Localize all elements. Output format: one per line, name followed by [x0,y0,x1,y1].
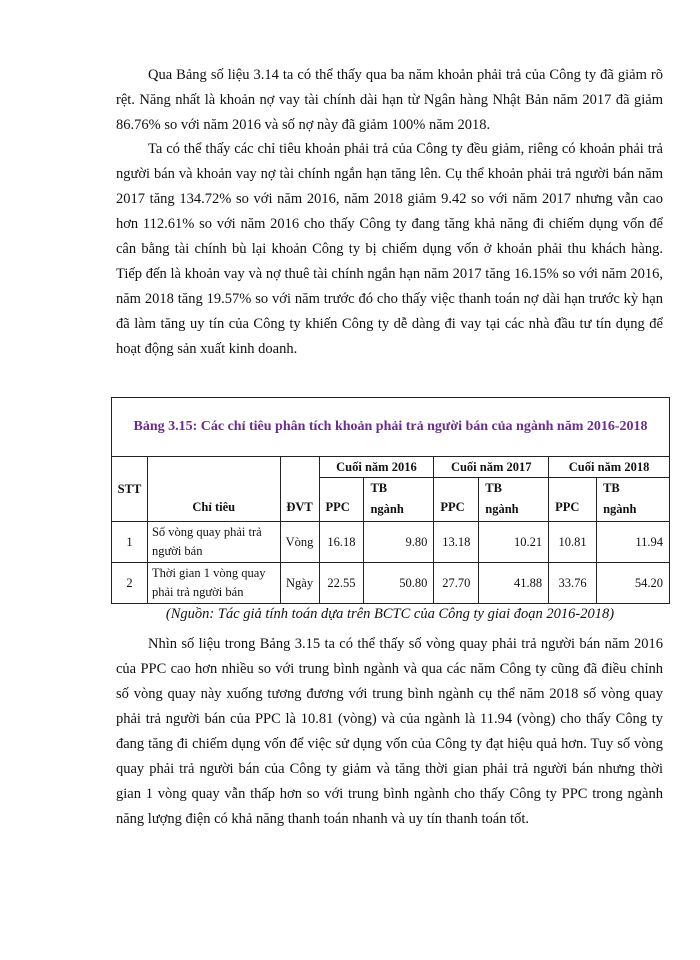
cell-value: 50.80 [364,563,434,604]
cell-dvt: Ngày [280,563,319,604]
header-nganh: ngành [485,502,519,516]
cell-value: 11.94 [597,522,670,563]
header-ppc: PPC [549,478,597,522]
cell-chi-tieu: Số vòng quay phải trả người bán [147,522,280,563]
cell-value: 27.70 [434,563,479,604]
paragraph-3-text: Nhìn số liệu trong Bảng 3.15 ta có thể thấy số vòng quay phải trả người bán năm 2016 của PPC cao hơn nhiều so với trung bình ngành và qua các năm Công ty cũng đã điều chỉnh số vòng quay này xuống tương đương với trung bình ngành cụ thể năm 2018 số vòng quay phải trả người bán của PPC là 10.81 (vòng) và của ngành là 11.94 (vòng) cho thấy Công ty đang tăng đi chiếm dụng vốn để việc sử dụng vốn của Công ty đạt hiệu quả hơn. Tuy số vòng quay phải trả người bán của Công ty giảm và tăng thời gian phải trả người bán nhưng thời gian 1 vòng quay vẫn thấp hơn so với trung bình ngành cho thấy Công ty PPC trong ngành năng lượng điện có khả năng thanh toán nhanh và uy tín thanh toán tốt. [116,636,663,827]
cell-value: 41.88 [479,563,549,604]
header-dvt: ĐVT [280,457,319,522]
table-title: Bảng 3.15: Các chỉ tiêu phân tích khoản phải trả người bán của ngành năm 2016-2018 [112,398,670,457]
header-tb-nganh [364,478,434,522]
cell-value: 13.18 [434,522,479,563]
header-nganh: ngành [603,502,637,516]
header-tb: TB [485,481,502,495]
header-tb: TB [370,481,388,495]
cell-value: 9.80 [364,522,434,563]
paragraph-2-text: Ta có thể thấy các chỉ tiêu khoản phải trả của Công ty đều giảm, riêng có khoản phải trả người bán và khoản vay nợ tài chính ngắn hạn tăng lên. Cụ thể khoản phải trả người bán năm 2017 tăng 134.72% so với năm 2016, năm 2018 giảm 9.42 so với năm 2017 nhưng vẫn cao hơn 112.61% so với năm 2016 cho thấy Công ty đang tăng khả năng đi chiếm dụng vốn để cân bằng tài chính bù lại khoản Công ty bị chiếm dụng vốn ở khoản phải thu khách hàng. Tiếp đến là khoản vay và nợ thuê tài chính ngắn hạn năm 2017 tăng 16.15% so với năm 2016, năm 2018 tăng 19.57% so với năm trước đó cho thấy việc thanh toán nợ dài hạn trước kỳ hạn đã làm tăng uy tín của Công ty khiến Công ty dễ dàng đi vay tại các nhà đầu tư tín dụng để hoạt động sản xuất kinh doanh. [116,141,663,357]
header-stt: STT [112,457,148,522]
header-tb: TB [603,481,620,495]
header-ppc: PPC [434,478,479,522]
header-year-2018: Cuối năm 2018 [549,457,670,478]
header-tb-nganh [479,478,549,522]
cell-stt: 1 [112,522,148,563]
header-tb-nganh [597,478,670,522]
header-nganh: ngành [370,502,404,516]
cell-value: 54.20 [597,563,670,604]
data-table [111,397,670,604]
cell-value: 16.18 [319,522,364,563]
header-chi-tieu: Chỉ tiêu [147,457,280,522]
paragraph-1 [116,63,663,138]
table-source-note: (Nguồn: Tác giả tính toán dựa trên BCTC của Công ty giai đoạn 2016-2018) [165,606,615,622]
cell-value: 10.81 [549,522,597,563]
paragraph-2 [116,137,663,362]
header-ppc: PPC [319,478,364,522]
header-year-2017: Cuối năm 2017 [434,457,549,478]
table-row [112,563,670,604]
paragraph-1-text: Qua Bảng số liệu 3.14 ta có thể thấy qua ba năm khoản phải trả của Công ty đã giảm rõ rệt. Năng nhất là khoản nợ vay tài chính dài hạn từ Ngân hàng Nhật Bản năm 2017 đã giảm 86.76% so với năm 2016 và số nợ này đã giảm 100% năm 2018. [116,67,663,133]
cell-value: 10.21 [479,522,549,563]
paragraph-3 [116,632,663,832]
cell-dvt: Vòng [280,522,319,563]
header-year-2016: Cuối năm 2016 [319,457,434,478]
cell-value: 33.76 [549,563,597,604]
table-row [112,522,670,563]
cell-stt: 2 [112,563,148,604]
cell-value: 22.55 [319,563,364,604]
cell-chi-tieu: Thời gian 1 vòng quay phải trả người bán [147,563,280,604]
